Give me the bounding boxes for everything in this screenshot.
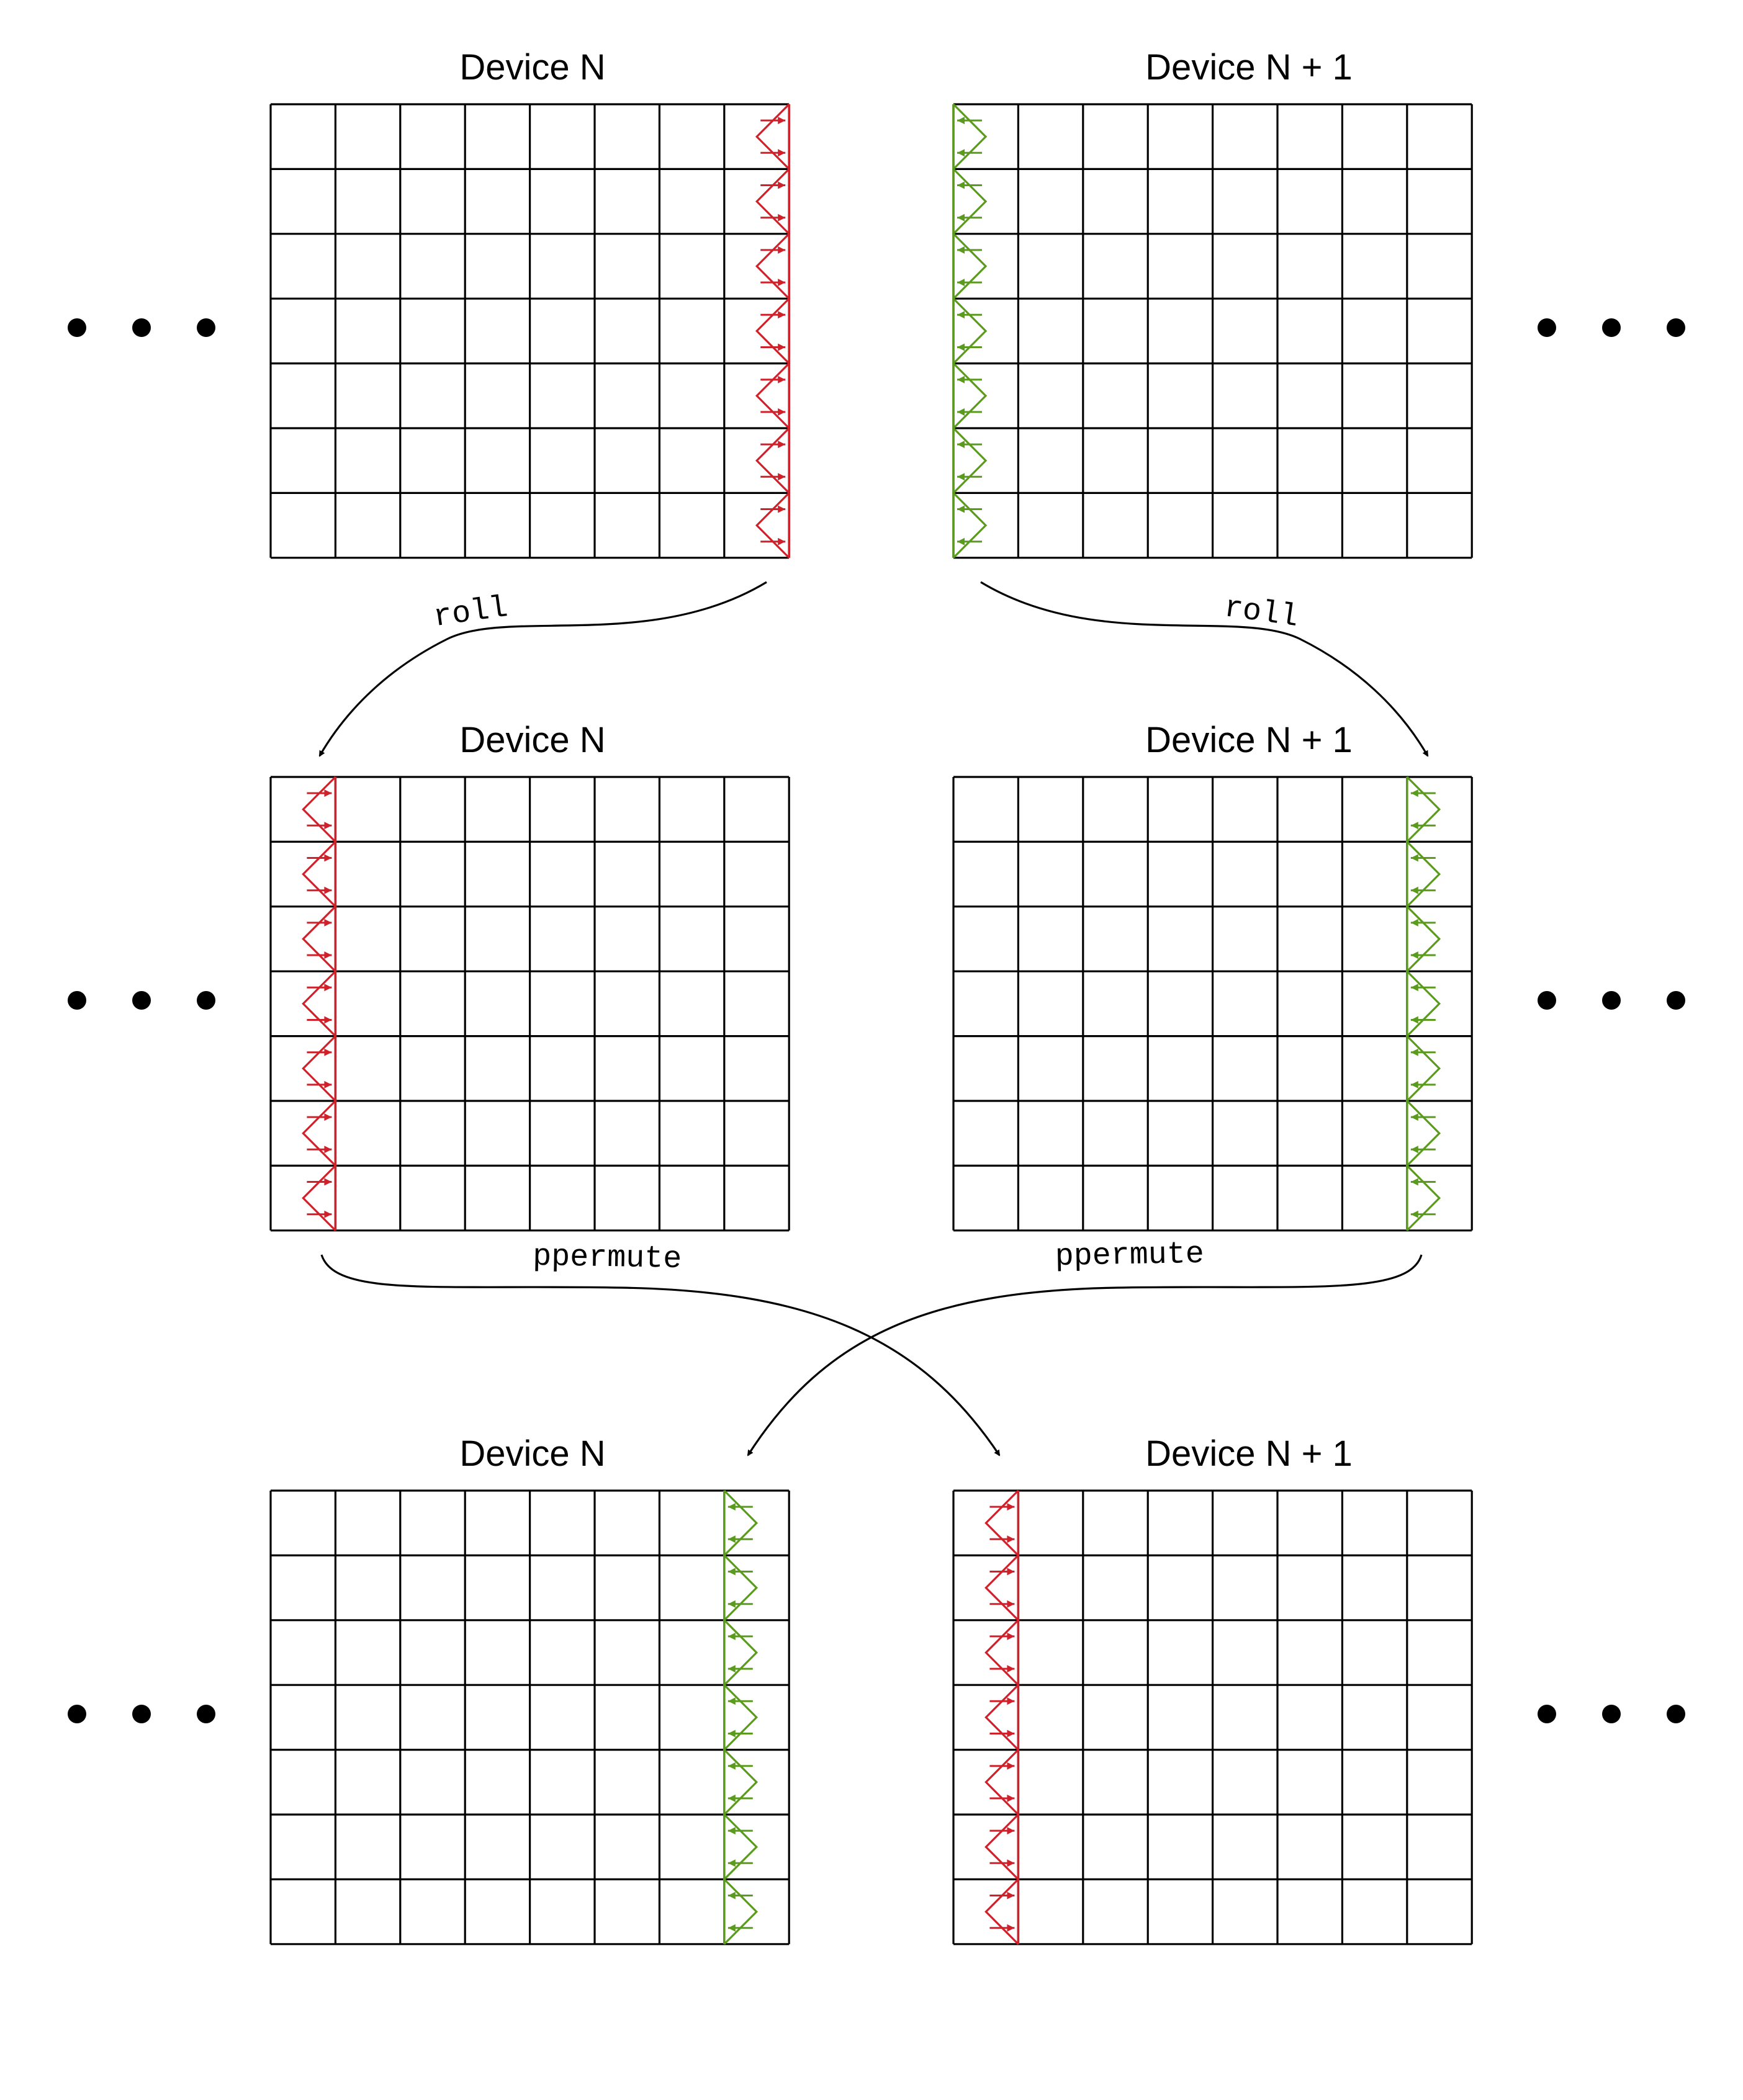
- grid-middle-right: [953, 777, 1472, 1231]
- halo-arrow-head: [324, 1211, 331, 1218]
- halo-arrow-head: [728, 1665, 736, 1672]
- halo-arrow-head: [778, 506, 785, 513]
- halo-arrow-head: [324, 1113, 331, 1121]
- halo-arrow-head: [957, 279, 965, 286]
- halo-arrow-head: [1007, 1859, 1014, 1867]
- halo-arrow-head: [1411, 887, 1418, 894]
- ellipsis-dot-right: [1667, 991, 1685, 1010]
- halo-arrow-head: [1007, 1503, 1014, 1510]
- halo-arrow-head: [324, 855, 331, 862]
- halo-arrow-head: [728, 1730, 736, 1738]
- ellipsis-dot-left: [68, 318, 86, 337]
- halo-arrow-head: [728, 1503, 736, 1510]
- halo-zigzag: [303, 777, 335, 1231]
- ppermute-arrow-to-right: [322, 1255, 999, 1455]
- halo-arrow-head: [1007, 1665, 1014, 1672]
- halo-arrow-head: [1411, 1113, 1418, 1121]
- halo-arrow-head: [778, 376, 785, 384]
- halo-arrow-head: [957, 117, 965, 124]
- halo-arrow-head: [778, 408, 785, 416]
- halo-zigzag: [953, 104, 986, 558]
- ellipsis-dot-left: [132, 991, 151, 1010]
- halo-arrow-head: [1007, 1827, 1014, 1834]
- ellipsis-dot-right: [1667, 318, 1685, 337]
- halo-arrow-head: [728, 1795, 736, 1802]
- ellipsis-dot-right: [1602, 318, 1621, 337]
- halo-arrow-head: [957, 506, 965, 513]
- halo-arrow-head: [324, 822, 331, 829]
- halo-arrow-head: [728, 1600, 736, 1608]
- halo-zigzag: [757, 104, 789, 558]
- halo-arrow-head: [957, 538, 965, 545]
- halo-arrow-head: [1411, 1016, 1418, 1024]
- halo-arrow-head: [728, 1697, 736, 1705]
- halo-arrow-head: [957, 441, 965, 448]
- halo-arrow-head: [957, 311, 965, 318]
- halo-zigzag: [724, 1491, 757, 1944]
- halo-arrow-head: [1007, 1892, 1014, 1900]
- ellipsis-dot-left: [197, 1705, 215, 1723]
- halo-zigzag: [986, 1491, 1018, 1944]
- halo-arrow-head: [324, 951, 331, 959]
- halo-arrow-head: [778, 344, 785, 351]
- halo-arrow-head: [324, 1146, 331, 1153]
- ellipsis-dot-right: [1538, 991, 1556, 1010]
- title-bottom-right: Device N + 1: [1145, 1434, 1353, 1474]
- ellipsis-dot-right: [1538, 1705, 1556, 1723]
- halo-arrow-head: [1411, 855, 1418, 862]
- halo-arrow-head: [1411, 789, 1418, 797]
- halo-arrow-head: [1411, 984, 1418, 991]
- title-top-right: Device N + 1: [1145, 47, 1353, 88]
- halo-arrow-head: [324, 789, 331, 797]
- halo-arrow-head: [728, 1762, 736, 1770]
- halo-arrow-head: [324, 1049, 331, 1056]
- title-bottom-left: Device N: [459, 1434, 606, 1474]
- halo-red: [986, 1491, 1018, 1944]
- halo-arrow-head: [1411, 1211, 1418, 1218]
- halo-arrow-head: [1411, 822, 1418, 829]
- halo-red: [303, 777, 335, 1231]
- halo-green: [724, 1491, 757, 1944]
- ellipsis-dot-left: [68, 991, 86, 1010]
- halo-arrow-head: [728, 1892, 736, 1900]
- halo-zigzag: [1407, 777, 1439, 1231]
- grid-bottom-right: [953, 1491, 1472, 1944]
- ellipsis-dot-left: [197, 991, 215, 1010]
- ellipsis-dot-left: [132, 318, 151, 337]
- halo-arrow-head: [1411, 951, 1418, 959]
- ellipsis-dot-right: [1538, 318, 1556, 337]
- halo-arrow-head: [1007, 1568, 1014, 1576]
- halo-arrow-head: [1007, 1924, 1014, 1932]
- ellipsis-dot-right: [1602, 991, 1621, 1010]
- title-middle-left: Device N: [459, 720, 606, 760]
- halo-green: [1407, 777, 1439, 1231]
- halo-red: [757, 104, 789, 558]
- halo-arrow-head: [778, 246, 785, 254]
- ppermute-arrow-to-left: [748, 1255, 1421, 1455]
- ellipsis-dot-right: [1667, 1705, 1685, 1723]
- halo-arrow-head: [957, 408, 965, 416]
- halo-arrow-head: [324, 919, 331, 927]
- grid-middle-left: [271, 777, 789, 1231]
- halo-arrow-head: [778, 279, 785, 286]
- ppermute-label-right: ppermute: [1055, 1236, 1205, 1275]
- halo-arrow-head: [1007, 1633, 1014, 1640]
- halo-arrow-head: [778, 311, 785, 318]
- halo-arrow-head: [728, 1827, 736, 1834]
- halo-arrow-head: [957, 214, 965, 222]
- halo-arrow-head: [957, 182, 965, 189]
- halo-arrow-head: [1411, 1146, 1418, 1153]
- title-middle-right: Device N + 1: [1145, 720, 1353, 760]
- halo-arrow-head: [1411, 919, 1418, 927]
- halo-arrow-head: [1007, 1535, 1014, 1543]
- halo-arrow-head: [1411, 1178, 1418, 1186]
- halo-arrow-head: [1007, 1795, 1014, 1802]
- halo-arrow-head: [324, 1081, 331, 1088]
- roll-label-left: roll: [431, 590, 510, 636]
- halo-arrow-head: [778, 117, 785, 124]
- roll-label-right: roll: [1222, 590, 1301, 636]
- halo-arrow-head: [1007, 1697, 1014, 1705]
- ppermute-label-left: ppermute: [532, 1239, 682, 1278]
- halo-arrow-head: [1007, 1730, 1014, 1738]
- ellipsis-dot-left: [197, 318, 215, 337]
- halo-arrow-head: [1007, 1762, 1014, 1770]
- halo-arrow-head: [957, 246, 965, 254]
- ellipsis-dot-right: [1602, 1705, 1621, 1723]
- halo-arrow-head: [778, 441, 785, 448]
- halo-arrow-head: [778, 538, 785, 545]
- ellipsis-dot-left: [68, 1705, 86, 1723]
- halo-arrow-head: [778, 473, 785, 480]
- halo-arrow-head: [324, 1178, 331, 1186]
- grid-top-left: [271, 104, 789, 558]
- ellipsis-dot-left: [132, 1705, 151, 1723]
- halo-arrow-head: [957, 149, 965, 156]
- halo-arrow-head: [957, 376, 965, 384]
- halo-arrow-head: [778, 182, 785, 189]
- halo-arrow-head: [728, 1924, 736, 1932]
- halo-arrow-head: [324, 887, 331, 894]
- halo-arrow-head: [1411, 1081, 1418, 1088]
- halo-arrow-head: [1411, 1049, 1418, 1056]
- title-top-left: Device N: [459, 47, 606, 88]
- halo-arrow-head: [778, 149, 785, 156]
- grid-bottom-left: [271, 1491, 789, 1944]
- halo-arrow-head: [324, 984, 331, 991]
- halo-arrow-head: [957, 344, 965, 351]
- halo-arrow-head: [778, 214, 785, 222]
- halo-arrow-head: [1007, 1600, 1014, 1608]
- halo-green: [953, 104, 986, 558]
- halo-arrow-head: [728, 1633, 736, 1640]
- halo-arrow-head: [957, 473, 965, 480]
- halo-arrow-head: [728, 1535, 736, 1543]
- halo-arrow-head: [728, 1859, 736, 1867]
- grid-top-right: [953, 104, 1472, 558]
- halo-arrow-head: [324, 1016, 331, 1024]
- halo-arrow-head: [728, 1568, 736, 1576]
